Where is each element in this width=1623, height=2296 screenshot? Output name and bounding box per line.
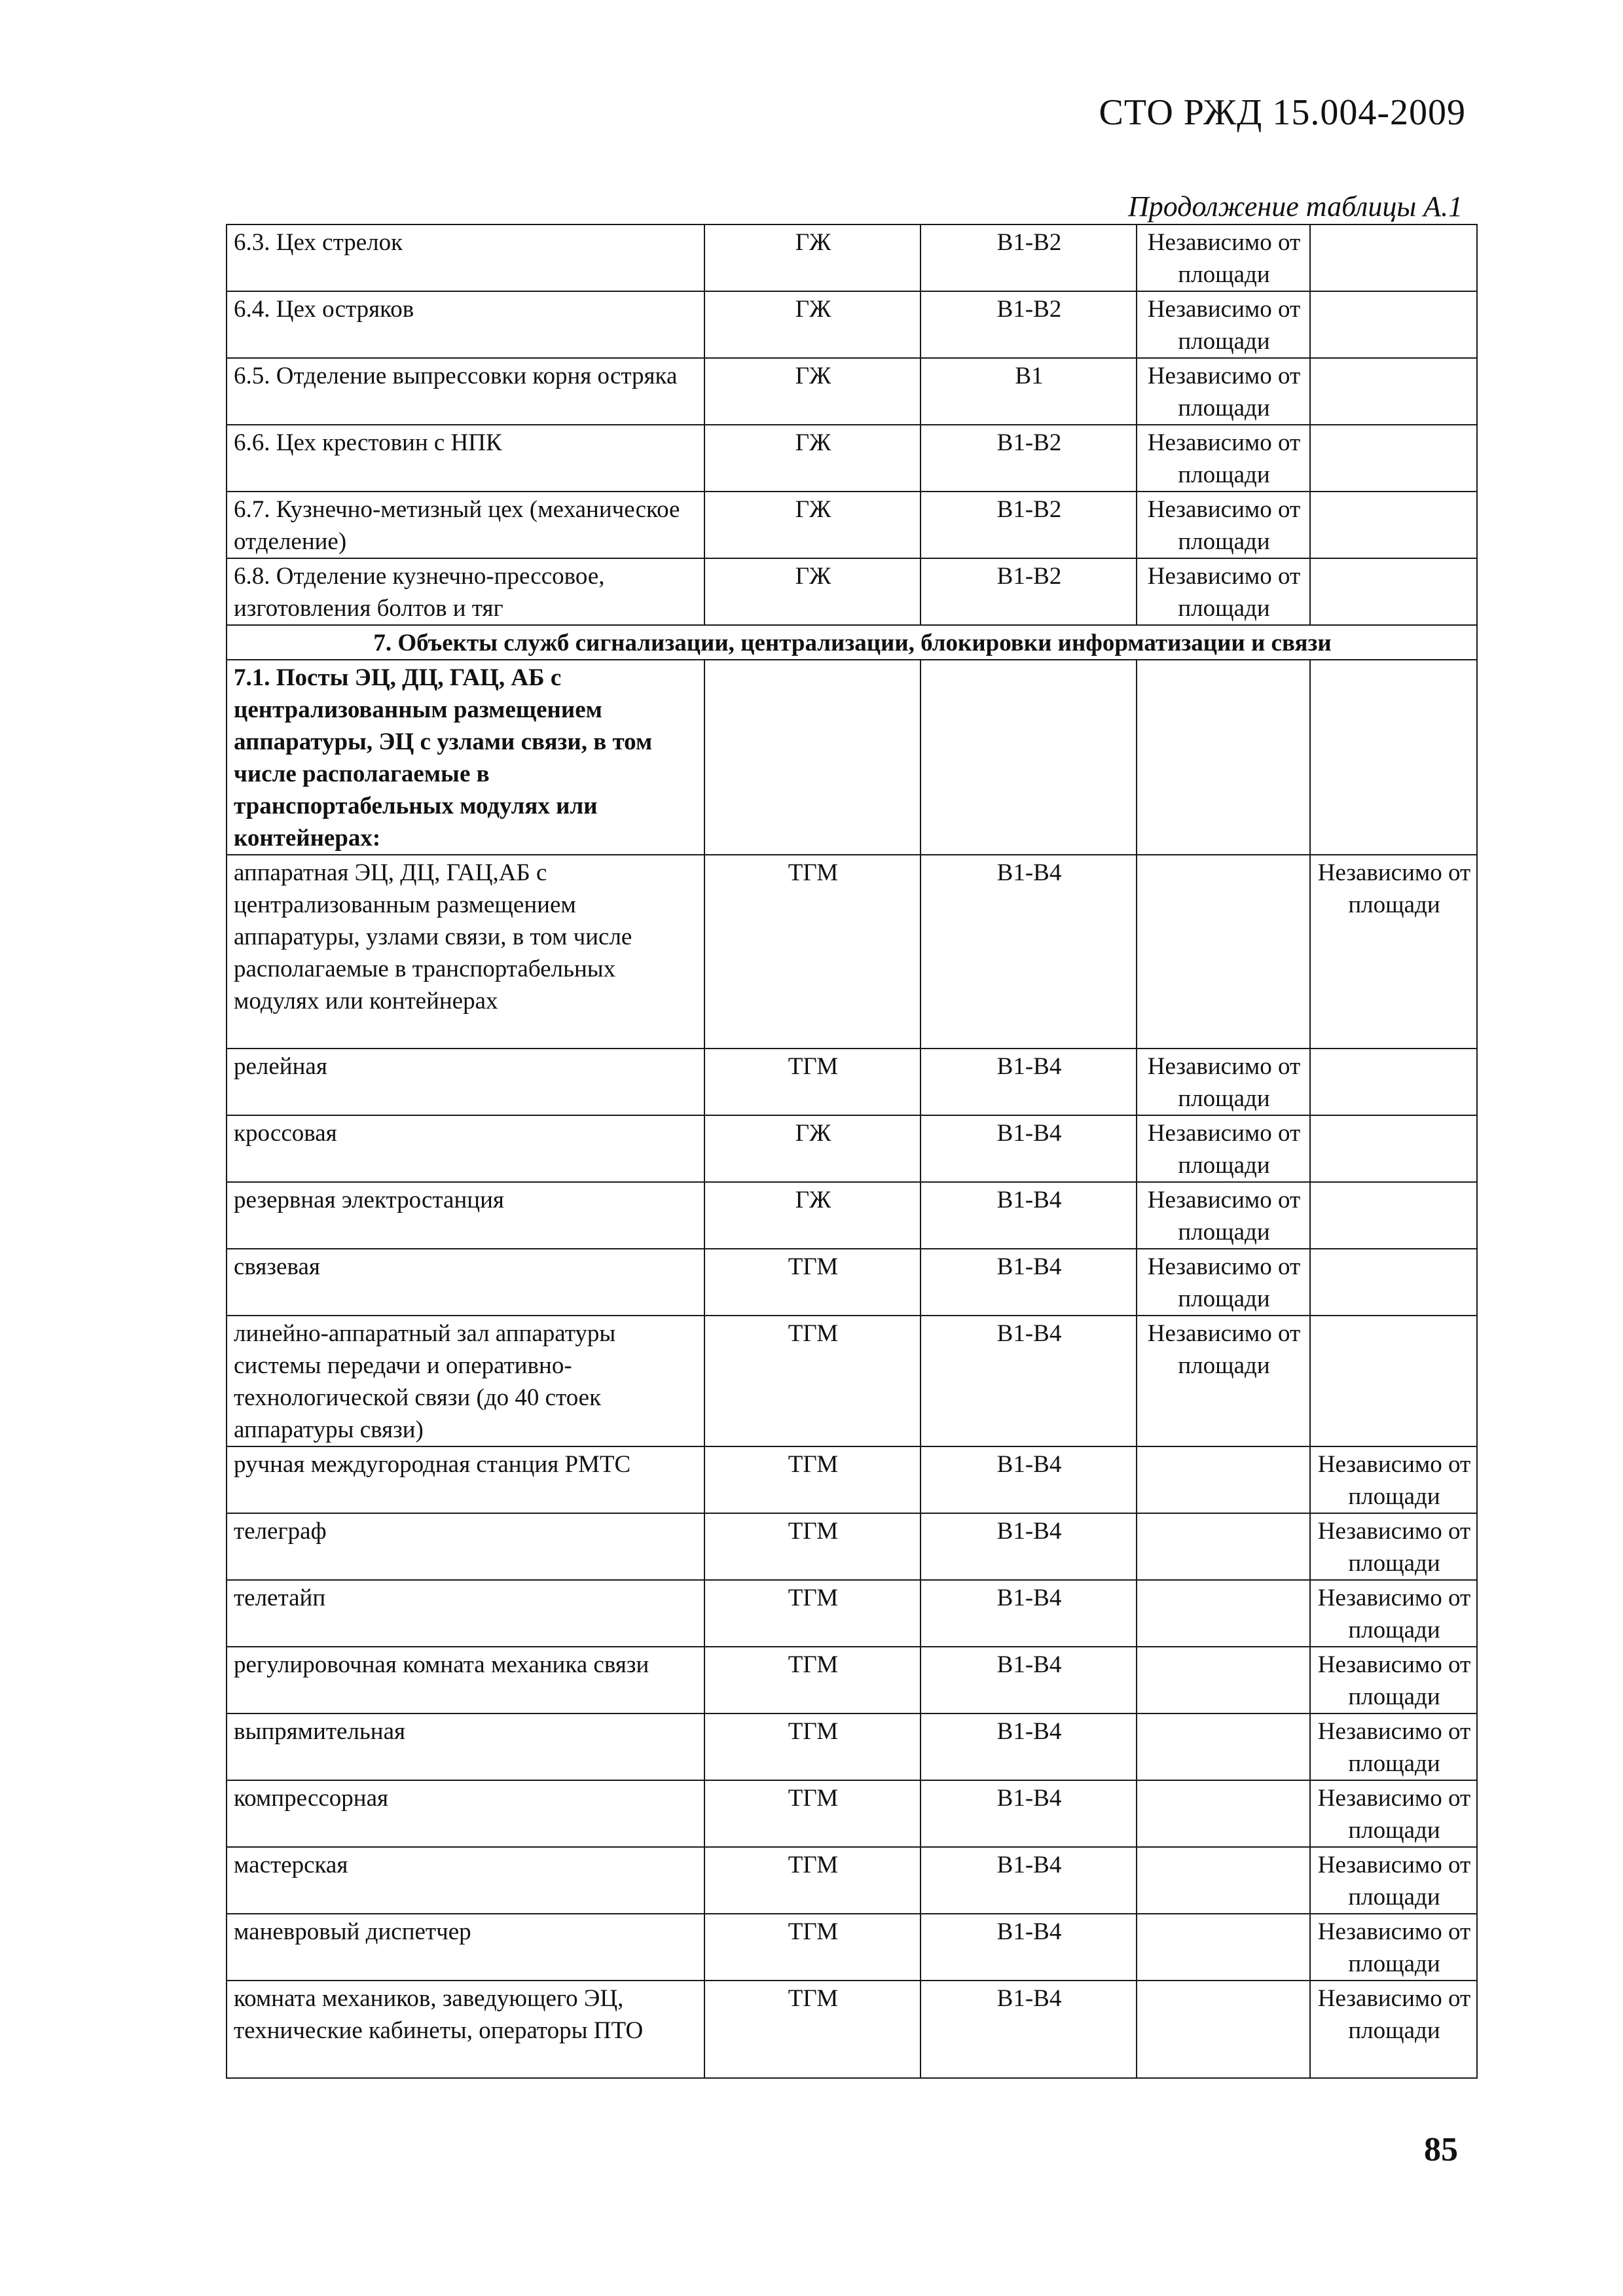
room-name-cell: аппаратная ЭЦ, ДЦ, ГАЦ,АБ с централизованным размещением аппаратуры, узлами связи, в том числе располагаемые в транспортабельных модулях или контейнерах [227,855,704,1049]
requirements-table [226,224,1478,2079]
note-cell [1310,224,1477,291]
category-cell: В1-В4 [921,1182,1137,1249]
note-cell [1137,1446,1310,1513]
table-row [227,1049,1477,1115]
table-cell [1310,660,1477,855]
note-cell [1137,1847,1310,1914]
note-cell: Независимо от площади [1137,358,1310,425]
note-cell: Независимо от площади [1310,1914,1477,1981]
table-row [227,1446,1477,1513]
room-name-cell: телетайп [227,1580,704,1647]
table-row [227,1713,1477,1780]
note-cell [1310,1182,1477,1249]
note-cell [1310,1049,1477,1115]
room-name-cell: 6.5. Отделение выпрессовки корня остряка [227,358,704,425]
note-cell [1310,425,1477,492]
table-body-section-7 [227,855,1477,2078]
room-name-cell: маневровый диспетчер [227,1914,704,1981]
fire-class-cell: ТГМ [704,1049,921,1115]
note-cell: Независимо от площади [1310,1780,1477,1847]
table-row [227,1115,1477,1182]
subsection-title: 7.1. Посты ЭЦ, ДЦ, ГАЦ, АБ с централизованным размещением аппаратуры, ЭЦ с узлами связи, в том числе располагаемые в транспортабельных модулях или контейнерах: [227,660,704,855]
fire-class-cell: ТГМ [704,1981,921,2078]
note-cell: Независимо от площади [1137,291,1310,358]
table-cell [1137,660,1310,855]
category-cell: В1-В2 [921,558,1137,625]
note-cell: Независимо от площади [1310,1981,1477,2078]
section-title: 7. Объекты служб сигнализации, централизации, блокировки информатизации и связи [227,625,1477,660]
room-name-cell: телеграф [227,1513,704,1580]
table-row [227,1981,1477,2078]
table-row [227,1647,1477,1713]
table-row [227,558,1477,625]
note-cell: Независимо от площади [1310,1647,1477,1713]
note-cell [1310,1115,1477,1182]
note-cell: Независимо от площади [1137,1115,1310,1182]
category-cell: В1-В4 [921,1446,1137,1513]
category-cell: В1-В4 [921,1713,1137,1780]
room-name-cell: резервная электростанция [227,1182,704,1249]
note-cell: Независимо от площади [1310,855,1477,1049]
table-row [227,1847,1477,1914]
table-row [227,358,1477,425]
room-name-cell: 6.7. Кузнечно-метизный цех (механическое отделение) [227,492,704,558]
fire-class-cell: ТГМ [704,1780,921,1847]
room-name-cell: релейная [227,1049,704,1115]
table-continuation-label: Продолжение таблицы А.1 [1128,190,1463,223]
category-cell: В1 [921,358,1137,425]
fire-class-cell: ТГМ [704,1513,921,1580]
category-cell: В1-В4 [921,1647,1137,1713]
subsection-row [227,660,1477,855]
fire-class-cell: ТГМ [704,1914,921,1981]
note-cell: Независимо от площади [1310,1580,1477,1647]
fire-class-cell: ГЖ [704,1115,921,1182]
room-name-cell: 6.8. Отделение кузнечно-прессовое, изготовления болтов и тяг [227,558,704,625]
note-cell [1310,492,1477,558]
category-cell: В1-В4 [921,1981,1137,2078]
note-cell: Независимо от площади [1310,1713,1477,1780]
fire-class-cell: ТГМ [704,1847,921,1914]
fire-class-cell: ГЖ [704,358,921,425]
category-cell: В1-В4 [921,1049,1137,1115]
note-cell [1310,1249,1477,1316]
note-cell: Независимо от площади [1137,1316,1310,1446]
document-code: СТО РЖД 15.004-2009 [1099,92,1466,133]
table-cell [921,660,1137,855]
table-row [227,855,1477,1049]
note-cell: Независимо от площади [1137,1049,1310,1115]
fire-class-cell: ГЖ [704,558,921,625]
room-name-cell: кроссовая [227,1115,704,1182]
table-row [227,492,1477,558]
note-cell [1310,558,1477,625]
note-cell [1137,1513,1310,1580]
fire-class-cell: ТГМ [704,1316,921,1446]
note-cell [1310,358,1477,425]
category-cell: В1-В4 [921,1780,1137,1847]
table-row [227,1780,1477,1847]
section-row [227,625,1477,660]
category-cell: В1-В2 [921,492,1137,558]
room-name-cell: ручная междугородная станция РМТС [227,1446,704,1513]
fire-class-cell: ГЖ [704,425,921,492]
note-cell: Независимо от площади [1137,1249,1310,1316]
category-cell: В1-В2 [921,224,1137,291]
note-cell [1137,1647,1310,1713]
room-name-cell: мастерская [227,1847,704,1914]
note-cell [1137,1780,1310,1847]
room-name-cell: комната механиков, заведующего ЭЦ, технические кабинеты, операторы ПТО [227,1981,704,2078]
room-name-cell: связевая [227,1249,704,1316]
category-cell: В1-В2 [921,291,1137,358]
room-name-cell: линейно-аппаратный зал аппаратуры системы передачи и оперативно-технологической связи (до 40 стоек аппаратуры связи) [227,1316,704,1446]
fire-class-cell: ГЖ [704,1182,921,1249]
table-body-section-6 [227,224,1477,625]
category-cell: В1-В4 [921,1914,1137,1981]
fire-class-cell: ГЖ [704,224,921,291]
note-cell [1137,855,1310,1049]
note-cell: Независимо от площади [1137,558,1310,625]
table-cell [704,660,921,855]
table-row [227,1513,1477,1580]
room-name-cell: выпрямительная [227,1713,704,1780]
category-cell: В1-В4 [921,1513,1137,1580]
fire-class-cell: ТГМ [704,1249,921,1316]
table-row [227,224,1477,291]
note-cell: Независимо от площади [1310,1513,1477,1580]
table-row [227,1249,1477,1316]
category-cell: В1-В4 [921,1580,1137,1647]
room-name-cell: 6.3. Цех стрелок [227,224,704,291]
note-cell: Независимо от площади [1137,1182,1310,1249]
note-cell [1310,291,1477,358]
note-cell: Независимо от площади [1310,1847,1477,1914]
page-number: 85 [1424,2131,1458,2168]
category-cell: В1-В4 [921,1847,1137,1914]
table-row [227,1182,1477,1249]
category-cell: В1-В4 [921,1249,1137,1316]
table-row [227,1316,1477,1446]
note-cell [1137,1981,1310,2078]
table-row [227,425,1477,492]
table-row [227,1914,1477,1981]
category-cell: В1-В2 [921,425,1137,492]
fire-class-cell: ТГМ [704,1446,921,1513]
fire-class-cell: ТГМ [704,855,921,1049]
category-cell: В1-В4 [921,855,1137,1049]
note-cell [1310,1316,1477,1446]
room-name-cell: регулировочная комната механика связи [227,1647,704,1713]
fire-class-cell: ГЖ [704,492,921,558]
room-name-cell: 6.6. Цех крестовин с НПК [227,425,704,492]
category-cell: В1-В4 [921,1115,1137,1182]
room-name-cell: компрессорная [227,1780,704,1847]
note-cell [1137,1713,1310,1780]
table-row [227,1580,1477,1647]
table-body-section-7-header [227,625,1477,855]
fire-class-cell: ТГМ [704,1580,921,1647]
fire-class-cell: ТГМ [704,1713,921,1780]
table-row [227,291,1477,358]
note-cell: Независимо от площади [1137,224,1310,291]
note-cell [1137,1914,1310,1981]
note-cell: Независимо от площади [1137,425,1310,492]
fire-class-cell: ТГМ [704,1647,921,1713]
note-cell: Независимо от площади [1310,1446,1477,1513]
fire-class-cell: ГЖ [704,291,921,358]
room-name-cell: 6.4. Цех остряков [227,291,704,358]
category-cell: В1-В4 [921,1316,1137,1446]
note-cell [1137,1580,1310,1647]
note-cell: Независимо от площади [1137,492,1310,558]
